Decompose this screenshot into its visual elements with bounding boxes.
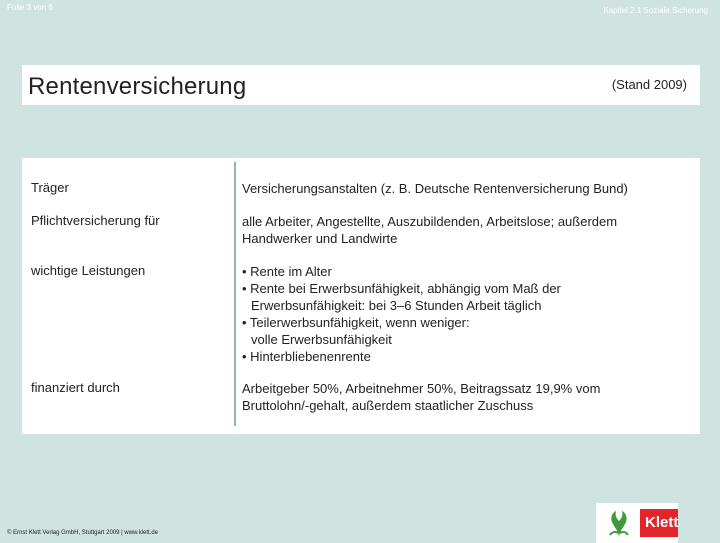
slide-counter: Folie 3 von 6: [7, 3, 53, 12]
stand-label: (Stand 2009): [611, 77, 687, 92]
page-title: Rentenversicherung: [28, 73, 247, 100]
row-value: [242, 213, 692, 247]
logo-wordmark: Klett: [645, 514, 679, 531]
value-line: • Teilerwerbsunfähigkeit, wenn weniger:: [242, 315, 470, 330]
row-value: [242, 380, 692, 414]
logo-wordmark-bg: [640, 509, 678, 537]
value-line: Bruttolohn/-gehalt, außerdem staatlicher Zuschuss: [242, 398, 534, 413]
column-divider: [234, 162, 236, 426]
value-line: alle Arbeiter, Angestellte, Auszubildenden, Arbeitslose; außerdem: [242, 214, 618, 229]
klett-tree-icon: [606, 508, 632, 538]
value-line: volle Erwerbsunfähigkeit: [251, 332, 392, 347]
footer-copyright: © Ernst Klett Verlag GmbH, Stuttgart 2009 | www.klett.de: [7, 530, 159, 536]
info-table: [22, 158, 700, 434]
row-label: Träger: [31, 180, 69, 195]
value-line: Handwerker und Landwirte: [242, 231, 398, 246]
row-value: [242, 180, 692, 197]
title-bar: [22, 65, 700, 105]
klett-logo[interactable]: [596, 503, 678, 543]
value-line: Erwerbsunfähigkeit: bei 3–6 Stunden Arbeit täglich: [251, 298, 542, 313]
chapter-label: Kapitel 2.1 Soziale Sicherung: [603, 6, 708, 15]
row-label: Pflichtversicherung für: [31, 213, 160, 228]
row-label: finanziert durch: [31, 380, 120, 395]
value-line: Arbeitgeber 50%, Arbeitnehmer 50%, Beitragssatz 19,9% vom: [242, 381, 601, 396]
value-line: • Rente bei Erwerbsunfähigkeit, abhängig vom Maß der: [242, 281, 561, 296]
row-label: wichtige Leistungen: [31, 263, 146, 278]
value-line: • Rente im Alter: [242, 264, 332, 279]
value-line: • Hinterbliebenenrente: [242, 349, 371, 364]
value-line: Versicherungsanstalten (z. B. Deutsche Rentenversicherung Bund): [242, 181, 628, 196]
row-value: [242, 263, 692, 365]
